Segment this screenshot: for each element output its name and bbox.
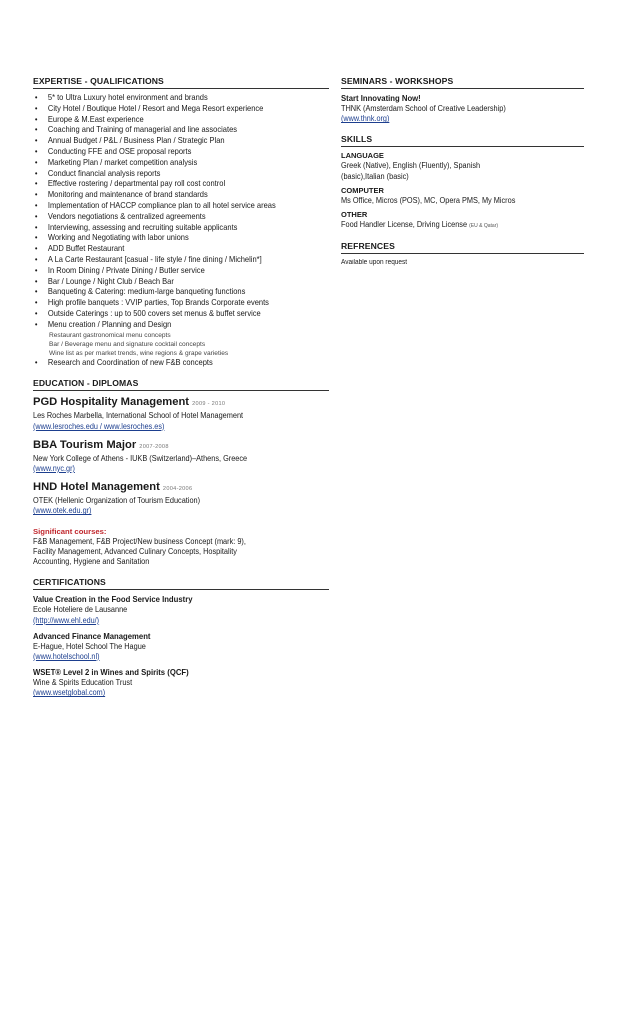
other-line [341, 220, 620, 231]
certification-title: Value Creation in the Food Service Industry [33, 594, 193, 605]
other-heading: OTHER [341, 210, 368, 220]
school-link[interactable]: (www.otek.edu.gr) [33, 506, 92, 516]
certification-org: E-Hague, Hotel School The Hague [33, 641, 146, 651]
other-line-text: Food Handler License, Driving License [341, 220, 468, 230]
certification-org: Ecole Hoteliere de Lausanne [33, 605, 128, 615]
expertise-item: • Marketing Plan / market competition analysis [33, 158, 338, 168]
significant-courses-text [33, 537, 329, 568]
right-column [341, 76, 584, 268]
courses-line: Facility Management, Advanced Culinary Concepts, Hospitality [33, 546, 237, 556]
degree-dates: 2007-2008 [139, 443, 169, 450]
other-line-tag: (EU & Qatar) [469, 223, 499, 230]
seminar-org: THNK (Amsterdam School of Creative Leadership) [341, 104, 506, 113]
seminar-title: Start Innovating Now! [341, 93, 421, 103]
degree-name: HND Hotel Management [33, 481, 160, 494]
certification-entry [33, 631, 329, 662]
expertise-item: • 5* to Ultra Luxury hotel environment and brands [33, 93, 338, 103]
expertise-item: • City Hotel / Boutique Hotel / Resort and Mega Resort experience [33, 104, 338, 114]
expertise-item: • Banqueting & Catering: medium-large banqueting functions [33, 287, 338, 297]
menu-note: Wine list as per market trends, wine regions & grape varieties [49, 349, 229, 357]
degree-dates: 2009 - 2010 [192, 401, 226, 408]
degree-dates: 2004-2006 [162, 486, 193, 493]
expertise-item: • High profile banquets : VVIP parties, Top Brands Corporate events [33, 298, 338, 308]
skills-heading: SKILLS [341, 134, 584, 147]
expertise-item: • Bar / Lounge / Night Club / Beach Bar [33, 277, 338, 287]
expertise-item: • Conducting FFE and OSE proposal reports [33, 147, 338, 157]
certifications-heading: CERTIFICATIONS [33, 577, 329, 590]
expertise-item: • Research and Coordination of new F&B concepts [33, 358, 338, 368]
significant-courses-heading: Significant courses: [33, 526, 107, 536]
certification-entries [33, 594, 329, 698]
expertise-item: • Annual Budget / P&L / Business Plan / Strategic Plan [33, 136, 338, 146]
school-name: New York College of Athens - IUKB (Switzerland)–Athens, Greece [33, 453, 248, 463]
seminar-link[interactable]: (www.thnk.org) [341, 114, 390, 124]
school-name: Les Roches Marbella, International School of Hotel Management [33, 411, 244, 421]
references-heading: REFRENCES [341, 241, 584, 254]
language-heading: LANGUAGE [341, 151, 384, 161]
degree-name: PGD Hospitality Management [33, 396, 190, 409]
degree-title [33, 480, 329, 496]
school-link[interactable]: (www.lesroches.edu / www.lesroches.es) [33, 421, 165, 431]
expertise-item: • Implementation of HACCP compliance plan to all hotel service areas [33, 201, 338, 211]
expertise-item: • ADD Buffet Restaurant [33, 244, 338, 254]
degree-title [33, 395, 329, 411]
certification-title: WSET® Level 2 in Wines and Spirits (QCF) [33, 667, 189, 678]
menu-note: Restaurant gastronomical menu concepts [49, 331, 171, 339]
seminars-heading: SEMINARS - WORKSHOPS [341, 76, 584, 89]
education-entries [33, 395, 329, 516]
courses-line: F&B Management, F&B Project/New business Concept (mark: 9), [33, 536, 246, 546]
expertise-item: • Effective rostering / departmental pay roll cost control [33, 179, 338, 189]
expertise-list [33, 93, 329, 368]
expertise-item: • Monitoring and maintenance of brand standards [33, 190, 338, 200]
degree-title [33, 438, 329, 454]
expertise-item: • Europe & M.East experience [33, 115, 338, 125]
certification-entry [33, 667, 329, 698]
certification-link[interactable]: (www.hotelschool.nl) [33, 651, 100, 661]
expertise-heading: EXPERTISE - QUALIFICATIONS [33, 76, 329, 89]
language-line: Greek (Native), English (Fluently), Spanish [341, 161, 481, 171]
expertise-item: • In Room Dining / Private Dining / Butler service [33, 266, 338, 276]
certification-org: Wine & Spirits Education Trust [33, 678, 133, 688]
certification-entry [33, 594, 329, 625]
education-entry [33, 395, 329, 431]
expertise-item: • Working and Negotiating with labor unions [33, 233, 338, 243]
school-name: OTEK (Hellenic Organization of Tourism Education) [33, 496, 201, 506]
language-line: (basic),Italian (basic) [341, 171, 409, 181]
certification-title: Advanced Finance Management [33, 630, 151, 641]
expertise-item: • Coaching and Training of managerial and line associates [33, 125, 338, 135]
computer-line: Ms Office, Micros (POS), MC, Opera PMS, My Micros [341, 195, 516, 205]
expertise-item: • Menu creation / Planning and Design [33, 320, 338, 330]
expertise-item: • Outside Caterings : up to 500 covers set menus & buffet service [33, 309, 338, 319]
expertise-item: • Conduct financial analysis reports [33, 169, 338, 179]
degree-name: BBA Tourism Major [33, 438, 137, 451]
expertise-item: • Vendors negotiations & centralized agreements [33, 212, 338, 222]
education-entry [33, 438, 329, 474]
education-entry [33, 480, 329, 516]
left-column [33, 76, 329, 704]
courses-line: Accounting, Hygiene and Sanitation [33, 557, 150, 567]
expertise-item: • Interviewing, assessing and recruiting suitable applicants [33, 223, 338, 233]
school-link[interactable]: (www.nyc.gr) [33, 463, 75, 473]
education-heading: EDUCATION - DIPLOMAS [33, 378, 329, 391]
expertise-item: • A La Carte Restaurant [casual - life style / fine dining / Michelin*] [33, 255, 338, 265]
certification-link[interactable]: (http://www.ehl.edu/) [33, 615, 100, 625]
menu-note: Bar / Beverage menu and signature cocktail concepts [49, 340, 206, 348]
certification-link[interactable]: (www.wsetglobal.com) [33, 688, 106, 698]
references-line: Available upon request [341, 259, 408, 267]
computer-heading: COMPUTER [341, 185, 384, 195]
